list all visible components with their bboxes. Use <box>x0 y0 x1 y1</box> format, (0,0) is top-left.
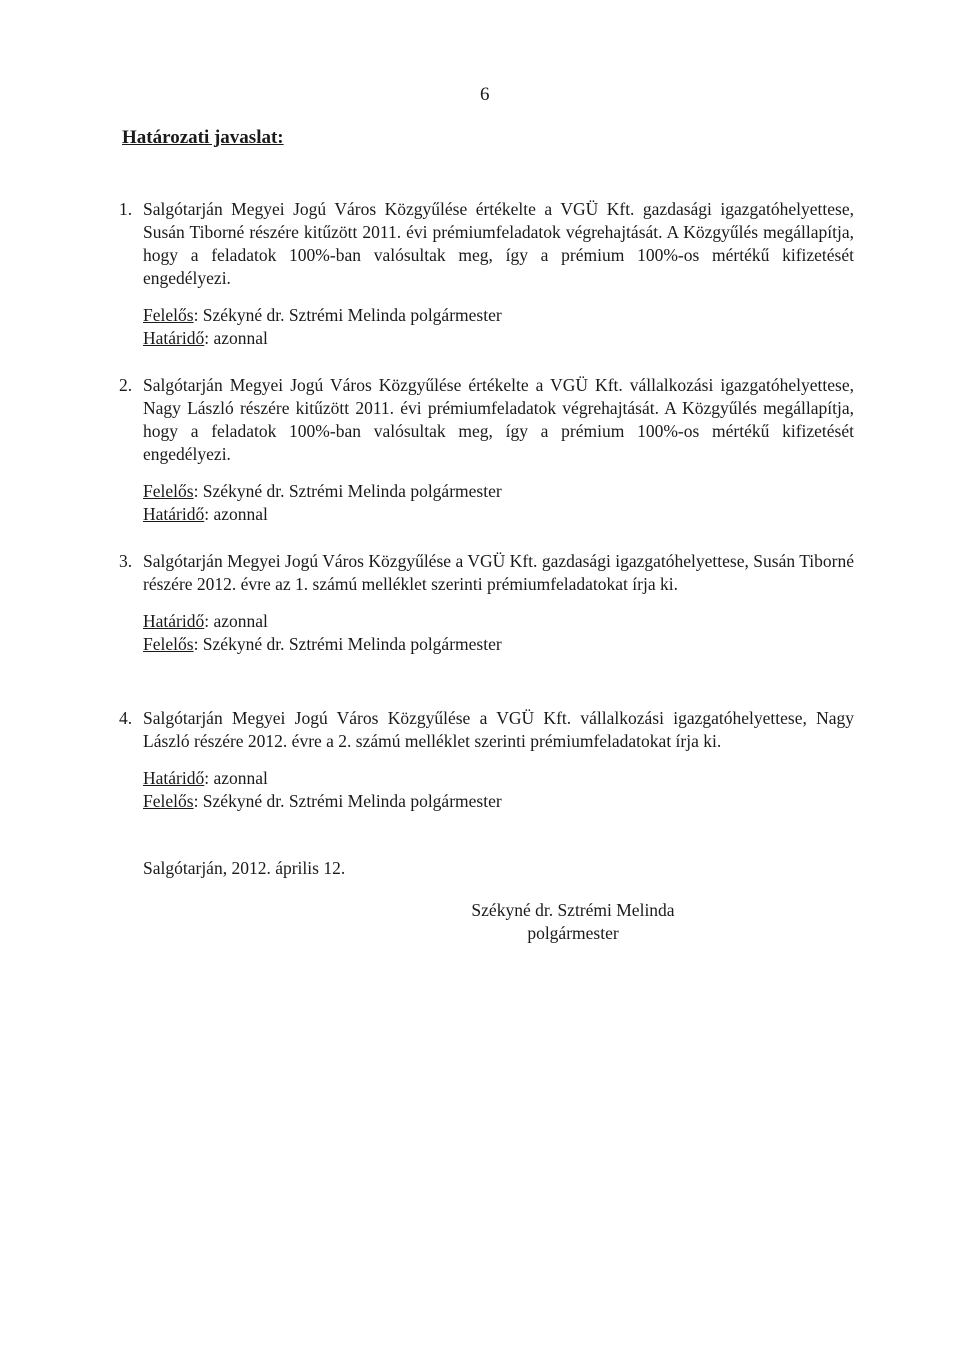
item-text: Salgótarján Megyei Jogú Város Közgyűlése a VGÜ Kft. gazdasági igazgatóhelyettese, Susán Tiborné részére 2012. évre az 1. számú melléklet szerinti prémiumfeladatokat írja ki. <box>143 551 854 594</box>
meta-value: : Székyné dr. Sztrémi Melinda polgármester <box>193 305 502 325</box>
meta-line <box>143 790 854 813</box>
item-number: 3. <box>119 551 133 571</box>
meta-line <box>143 327 854 350</box>
item-meta <box>143 610 854 656</box>
meta-label: Felelős <box>143 305 194 325</box>
page-number: 6 <box>480 84 490 105</box>
meta-value: : azonnal <box>204 611 268 631</box>
meta-line <box>143 610 854 633</box>
item-meta <box>143 480 854 526</box>
item-meta <box>143 767 854 813</box>
signatory-role: polgármester <box>527 923 619 943</box>
item-text: Salgótarján Megyei Jogú Város Közgyűlése a VGÜ Kft. vállalkozási igazgatóhelyettese, Nagy László részére 2012. évre a 2. számú melléklet szerinti prémiumfeladatokat írja ki. <box>143 708 854 751</box>
meta-line <box>143 304 854 327</box>
resolution-item <box>119 707 854 813</box>
meta-value: : Székyné dr. Sztrémi Melinda polgármester <box>193 481 502 501</box>
item-meta <box>143 304 854 350</box>
meta-line <box>143 767 854 790</box>
resolution-item <box>119 550 854 656</box>
meta-value: : azonnal <box>204 768 268 788</box>
resolution-item <box>119 374 854 526</box>
item-number: 4. <box>119 708 133 728</box>
meta-line <box>143 480 854 503</box>
item-number: 2. <box>119 375 133 395</box>
meta-value: : Székyné dr. Sztrémi Melinda polgármester <box>193 634 502 654</box>
item-number: 1. <box>119 199 133 219</box>
meta-value: : Székyné dr. Sztrémi Melinda polgármester <box>193 791 502 811</box>
meta-label: Felelős <box>143 481 194 501</box>
meta-label: Határidő <box>143 768 205 788</box>
meta-line <box>143 503 854 526</box>
meta-value: : azonnal <box>204 504 268 524</box>
meta-label: Felelős <box>143 634 194 654</box>
signature-block <box>458 899 688 945</box>
signatory-name: Székyné dr. Sztrémi Melinda <box>471 900 675 920</box>
item-text: Salgótarján Megyei Jogú Város Közgyűlése értékelte a VGÜ Kft. vállalkozási igazgatóhelyettese, Nagy László részére kitűzött 2011. évi prémiumfeladatok végrehajtását. A Közgyűlés megállapítja, hogy a feladatok 100%-ban valósultak meg, így a prémium 100%-os mértékű kifizetését engedélyezi. <box>143 375 854 464</box>
item-text: Salgótarján Megyei Jogú Város Közgyűlése értékelte a VGÜ Kft. gazdasági igazgatóhelyettese, Susán Tiborné részére kitűzött 2011. évi prémiumfeladatok végrehajtását. A Közgyűlés megállapítja, hogy a feladatok 100%-ban valósultak meg, így a prémium 100%-os mértékű kifizetését engedélyezi. <box>143 199 854 288</box>
document-title: Határozati javaslat: <box>122 127 284 148</box>
meta-line <box>143 633 854 656</box>
meta-label: Felelős <box>143 791 194 811</box>
meta-label: Határidő <box>143 328 205 348</box>
date-line: Salgótarján, 2012. április 12. <box>143 858 346 878</box>
meta-label: Határidő <box>143 504 205 524</box>
meta-label: Határidő <box>143 611 205 631</box>
meta-value: : azonnal <box>204 328 268 348</box>
resolution-item <box>119 198 854 350</box>
